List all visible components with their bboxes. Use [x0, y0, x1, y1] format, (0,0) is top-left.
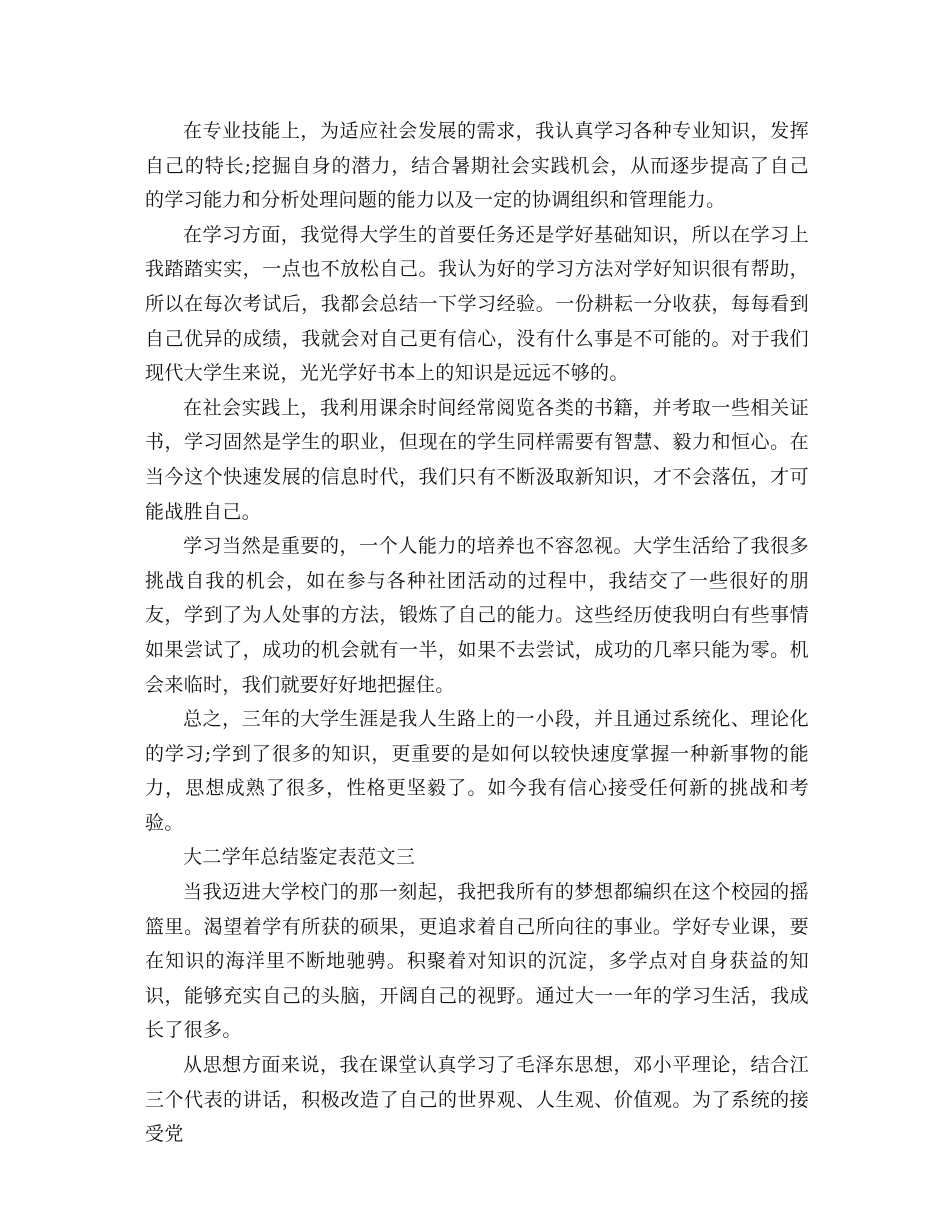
- paragraph-study: 在学习方面，我觉得大学生的首要任务还是学好基础知识，所以在学习上我踏踏实实，一点也不放松自己。我认为好的学习方法对学好知识很有帮助，所以在每次考试后，我都会总结一下学习经验。一份耕耘一分收获，每每看到自己优异的成绩，我就会对自己更有信心，没有什么事是不可能的。对于我们现代大学生来说，光光学好书本上的知识是远远不够的。: [145, 223, 809, 385]
- paragraph-entering-university: 当我迈进大学校门的那一刻起，我把我所有的梦想都编织在这个校园的摇篮里。渴望着学有所获的硕果，更追求着自己所向往的事业。学好专业课，要在知识的海洋里不断地驰骋。积聚着对知识的沉淀，多学点对自身获益的知识，能够充实自己的头脑，开阔自己的视野。通过大一一年的学习生活，我成长了很多。: [145, 881, 809, 1042]
- paragraph-conclusion: 总之，三年的大学生涯是我人生路上的一小段，并且通过系统化、理论化的学习;学到了很多的知识，更重要的是如何以较快速度掌握一种新事物的能力，思想成熟了很多，性格更坚毅了。如今我有信心接受任何新的挑战和考验。: [145, 708, 809, 834]
- paragraph-ability-training: 学习当然是重要的，一个人能力的培养也不容忽视。大学生活给了我很多挑战自我的机会，如在参与各种社团活动的过程中，我结交了一些很好的朋友，学到了为人处事的方法，锻炼了自己的能力。这些经历使我明白有些事情如果尝试了，成功的机会就有一半，如果不去尝试，成功的几率只能为零。机会来临时，我们就要好好地把握住。: [145, 535, 809, 696]
- paragraph-ideology: 从思想方面来说，我在课堂认真学习了毛泽东思想，邓小平理论，结合江三个代表的讲话，积极改造了自己的世界观、人生观、价值观。为了系统的接受党: [145, 1054, 809, 1146]
- paragraph-professional-skills: 在专业技能上，为适应社会发展的需求，我认真学习各种专业知识，发挥自己的特长;挖掘自身的潜力，结合暑期社会实践机会，从而逐步提高了自己的学习能力和分析处理问题的能力以及一定的协调组织和管理能力。: [145, 120, 809, 212]
- paragraph-social-practice: 在社会实践上，我利用课余时间经常阅览各类的书籍，并考取一些相关证书，学习固然是学生的职业，但现在的学生同样需要有智慧、毅力和恒心。在当今这个快速发展的信息时代，我们只有不断汲取新知识，才不会落伍，才可能战胜自己。: [145, 396, 809, 523]
- section-heading: 大二学年总结鉴定表范文三: [183, 846, 416, 869]
- document-body: [145, 114, 809, 1152]
